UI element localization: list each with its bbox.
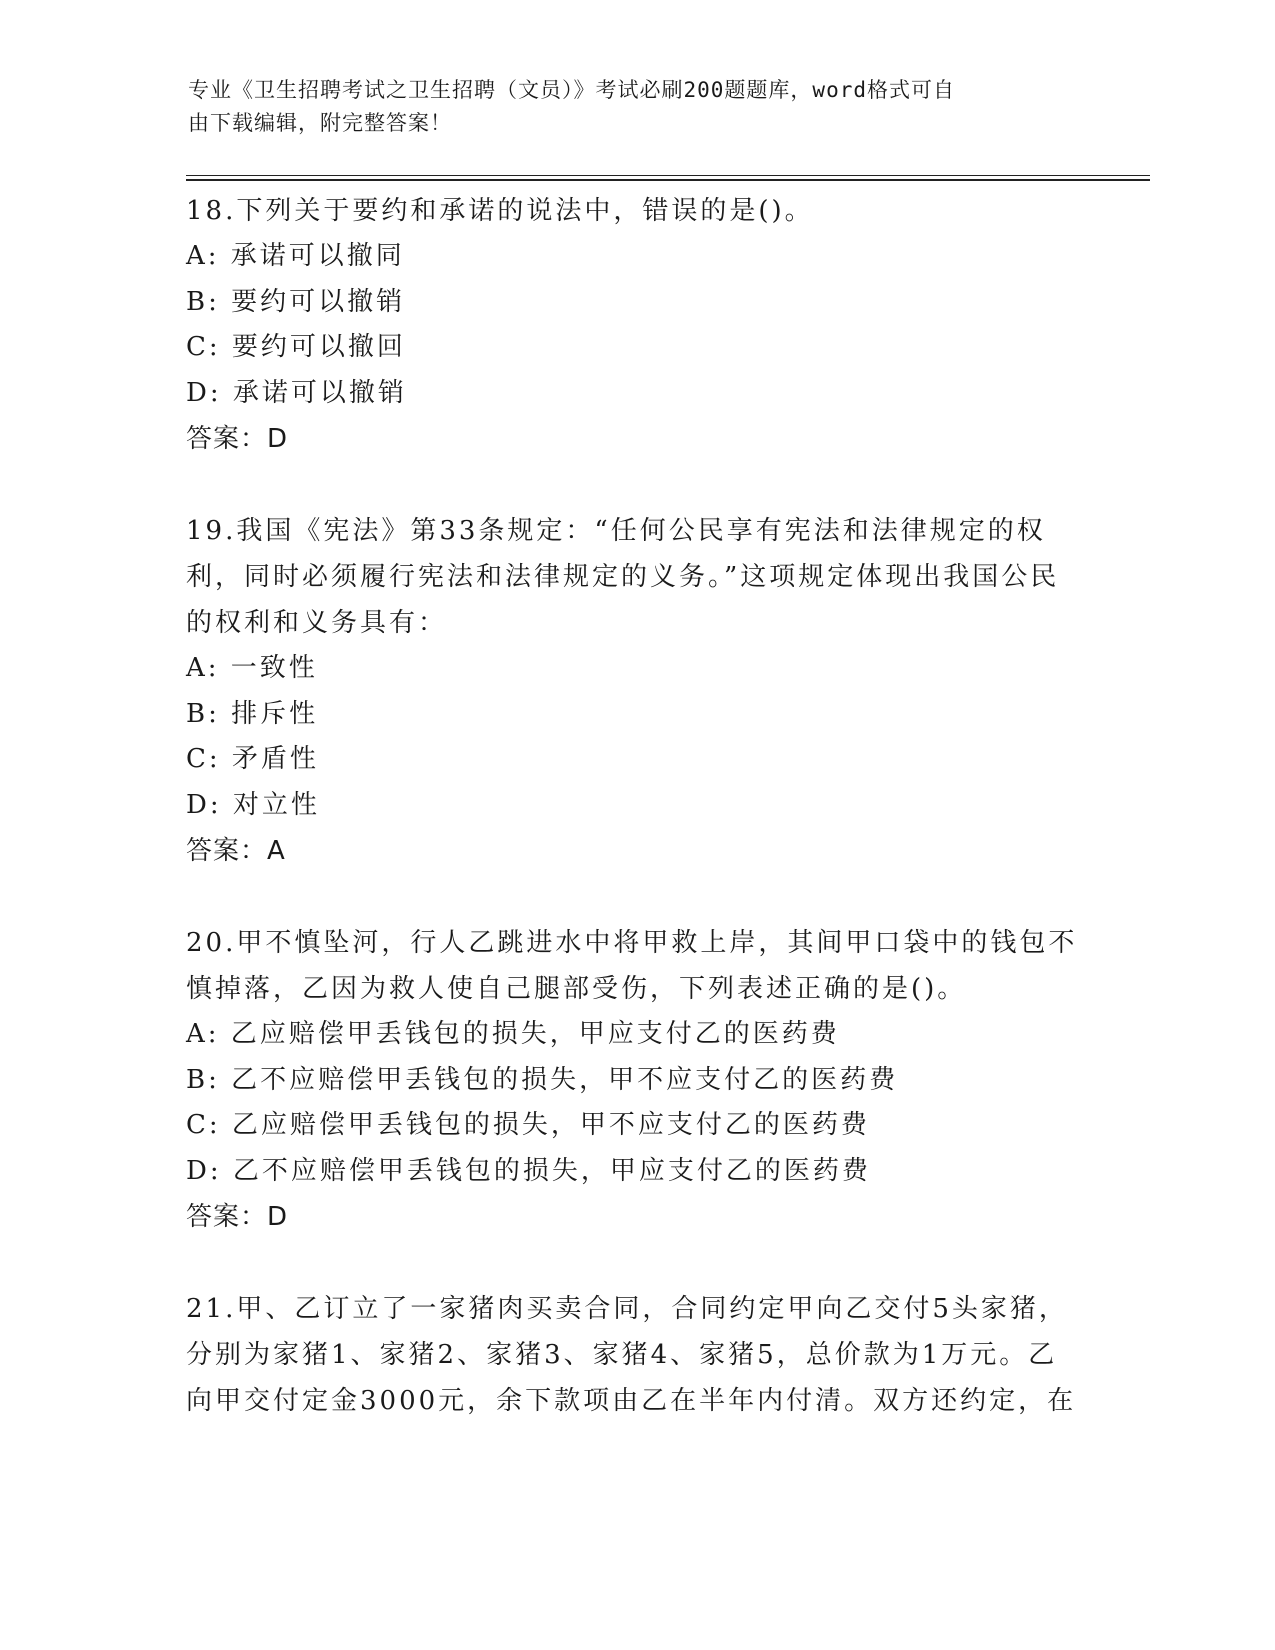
question-text: 19.我国《宪法》第33条规定：“任何公民享有宪法和法律规定的权利，同时必须履行宪法和法律规定的义务。”这项规定体现出我国公民的权利和义务具有：: [186, 516, 1060, 638]
option-d: D: 乙不应赔偿甲丢钱包的损失，甲应支付乙的医药费: [186, 1155, 871, 1186]
question-list: [186, 188, 1086, 1470]
option-c: C: 矛盾性: [186, 744, 319, 774]
question-text: 18.下列关于要约和承诺的说法中，错误的是()。: [186, 196, 814, 226]
option-b: B: 要约可以撤销: [186, 286, 406, 317]
answer-text: 答案：D: [186, 424, 289, 454]
option-a: A: 一致性: [186, 653, 318, 683]
question-20: [186, 920, 1086, 1240]
option-d: D: 承诺可以撤销: [186, 377, 407, 408]
header-line-2: 由下载编辑，附完整答案！: [188, 111, 452, 135]
question-text: 21.甲、乙订立了一家猪肉买卖合同，合同约定甲向乙交付5头家猪，分别为家猪1、家猪2、家猪3、家猪4、家猪5，总价款为1万元。乙向甲交付定金3000元，余下款项由乙在半年内付清。双方还约定，在: [186, 1294, 1077, 1416]
option-c: C: 要约可以撤回: [186, 332, 406, 362]
question-18: [186, 188, 1086, 462]
question-21: [186, 1286, 1086, 1424]
option-d: D: 对立性: [186, 789, 320, 820]
answer-text: 答案：A: [186, 836, 286, 866]
option-b: B: 乙不应赔偿甲丢钱包的损失，甲不应支付乙的医药费: [186, 1064, 899, 1095]
option-c: C: 乙应赔偿甲丢钱包的损失，甲不应支付乙的医药费: [186, 1110, 870, 1140]
question-text: 20.甲不慎坠河，行人乙跳进水中将甲救上岸，其间甲口袋中的钱包不慎掉落，乙因为救人使自己腿部受伤，下列表述正确的是()。: [186, 928, 1078, 1004]
option-b: B: 排斥性: [186, 698, 319, 729]
header-divider-thin: [186, 175, 1150, 176]
option-a: A: 乙应赔偿甲丢钱包的损失，甲应支付乙的医药费: [186, 1019, 840, 1049]
option-a: A: 承诺可以撤同: [186, 241, 405, 271]
header-divider-thick: [186, 179, 1150, 181]
question-19: [186, 508, 1086, 874]
header-line-1: 专业《卫生招聘考试之卫生招聘（文员）》考试必刷200题题库，word格式可自: [188, 78, 955, 102]
document-header: [188, 74, 1068, 140]
answer-text: 答案：D: [186, 1202, 289, 1232]
